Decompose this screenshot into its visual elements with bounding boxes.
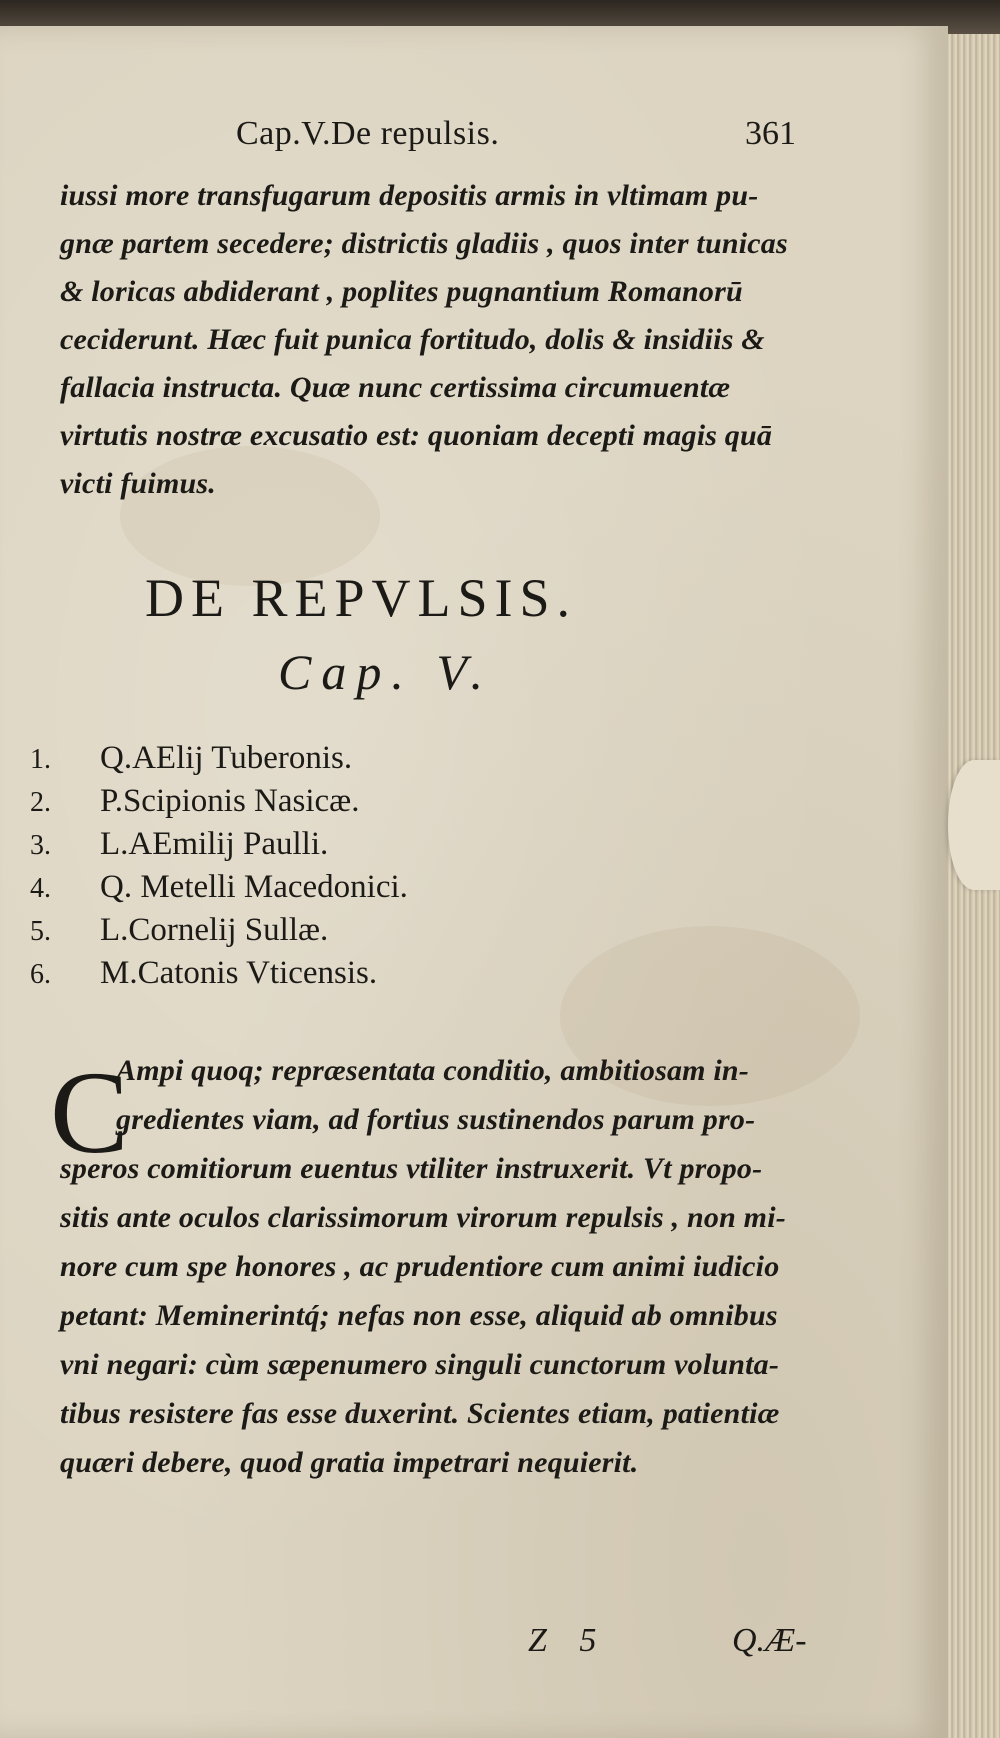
- text-line: virtutis nostræ excusatio est: quoniam decepti magis quā: [60, 419, 773, 452]
- text-line: tibus resistere fas esse duxerint. Scientes etiam, patientiæ: [60, 1397, 780, 1430]
- catchword: Q.Æ-: [732, 1622, 807, 1659]
- contents-name: P.Scipionis Nasicæ.: [100, 783, 360, 819]
- text-line: victi fuimus.: [60, 467, 216, 500]
- signature-mark: Z 5: [528, 1622, 609, 1659]
- text-line: petant: Meminerintq́; nefas non esse, aliquid ab omnibus: [60, 1299, 778, 1332]
- contents-name: L.AEmilij Paulli.: [100, 826, 329, 862]
- contents-number: 3.: [30, 830, 51, 861]
- paragraph-continued: [60, 172, 820, 508]
- contents-name: Q.AElij Tuberonis.: [100, 740, 353, 776]
- contents-item: [30, 866, 408, 909]
- chapter-number: Cap. V.: [278, 644, 493, 700]
- paragraph-main: [60, 1046, 820, 1487]
- contents-item: [30, 780, 408, 823]
- contents-number: 4.: [30, 873, 51, 904]
- contents-item: [30, 952, 408, 995]
- contents-number: 2.: [30, 787, 51, 818]
- running-head: [236, 115, 796, 165]
- text-line: iussi more transfugarum depositis armis in vltimam pu-: [60, 179, 759, 212]
- text-line: ceciderunt. Hæc fuit punica fortitudo, dolis & insidiis &: [60, 323, 765, 356]
- text-line: nore cum spe honores , ac prudentiore cum animi iudicio: [60, 1250, 780, 1283]
- book-clasp: [948, 760, 1000, 890]
- contents-item: [30, 737, 408, 780]
- text-line: Ampi quoq; repræsentata conditio, ambitiosam in-: [116, 1054, 749, 1087]
- running-title: Cap.V.De repulsis.: [236, 115, 500, 152]
- contents-name: Q. Metelli Macedonici.: [100, 869, 408, 905]
- text-line: vni negari: cùm sæpenumero singuli cunctorum volunta-: [60, 1348, 780, 1381]
- text-line: gredientes viam, ad fortius sustinendos parum pro-: [116, 1103, 756, 1136]
- contents-item: [30, 823, 408, 866]
- chapter-contents: [30, 737, 408, 995]
- text-line: gnæ partem secedere; districtis gladiis , quos inter tunicas: [60, 227, 788, 260]
- chapter-heading: DE REPVLSIS.: [145, 568, 578, 628]
- text-line: speros comitiorum euentus vtiliter instruxerit. Vt propo-: [60, 1152, 763, 1185]
- contents-name: M.Catonis Vticensis.: [100, 955, 378, 991]
- contents-name: L.Cornelij Sullæ.: [100, 912, 329, 948]
- text-line: sitis ante oculos clarissimorum virorum repulsis , non mi-: [60, 1201, 786, 1234]
- text-line: fallacia instructa. Quæ nunc certissima circumuentæ: [60, 371, 731, 404]
- text-line: quæri debere, quod gratia impetrari nequierit.: [60, 1446, 639, 1479]
- contents-item: [30, 909, 408, 952]
- text-line: & loricas abdiderant , poplites pugnantium Romanorū: [60, 275, 743, 308]
- page-number: 361: [745, 115, 796, 152]
- drop-cap: C: [50, 1047, 129, 1178]
- contents-number: 1.: [30, 744, 51, 775]
- contents-number: 5.: [30, 916, 51, 947]
- contents-number: 6.: [30, 959, 51, 990]
